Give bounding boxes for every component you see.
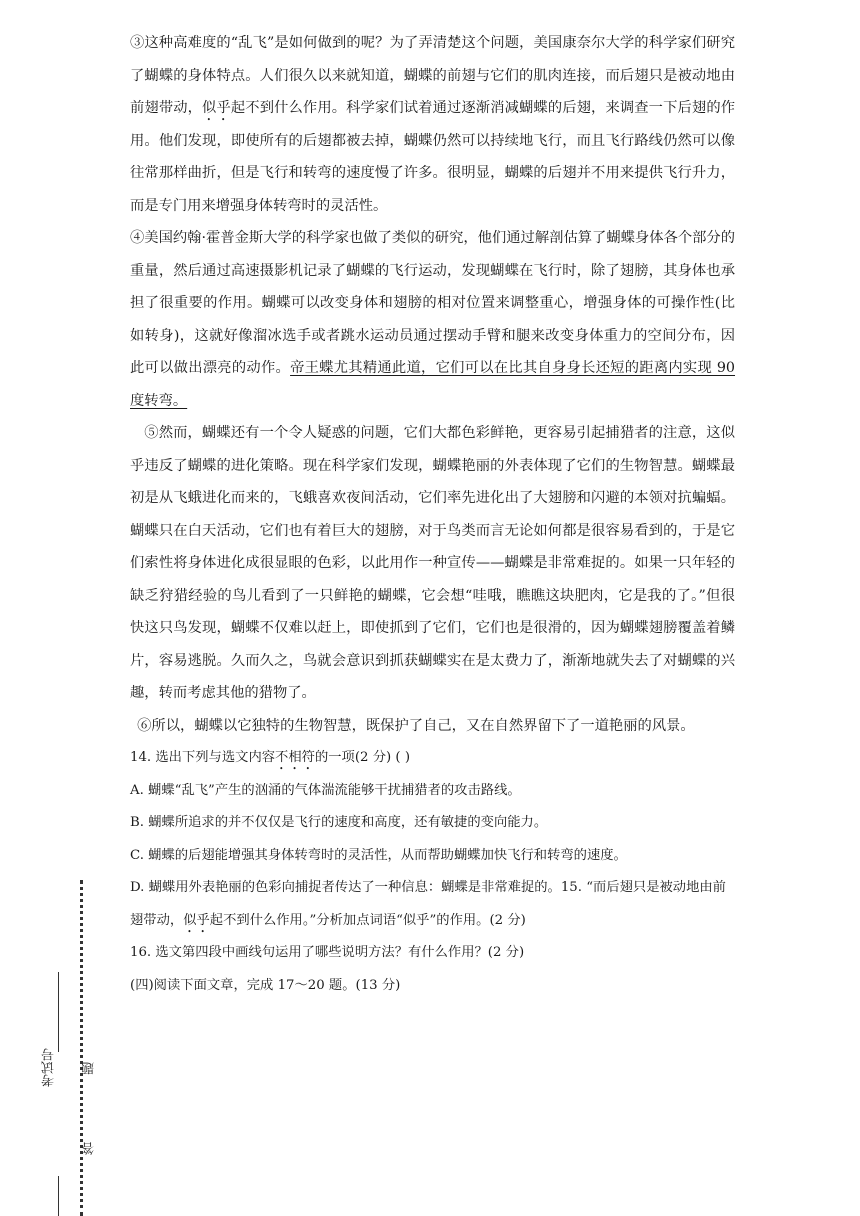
exam-no-blank-line bbox=[58, 972, 59, 1052]
option-d-text: D. 蝴蝶用外表艳丽的色彩向捕捉者传达了一种信息：蝴蝶是非常难捉的。15. “而后翅只是被动地由前翅带动， bbox=[130, 880, 726, 928]
seal-dotted-line bbox=[80, 880, 83, 1216]
binding-margin bbox=[30, 880, 110, 1216]
question-14 bbox=[130, 742, 735, 775]
seal-char-ti: 题 bbox=[82, 1062, 97, 1075]
option-c: C. 蝴蝶的后翅能增强其身体转弯时的灵活性，从而帮助蝴蝶加快飞行和转弯的速度。 bbox=[130, 847, 627, 863]
section-4-heading: (四)阅读下面文章，完成 17～20 题。(13 分) bbox=[130, 977, 401, 993]
seal-char-da: 答 bbox=[82, 1142, 97, 1155]
paragraph-3-text: ③这种高难度的“乱飞”是如何做到的呢？为了弄清楚这个问题，美国康奈尔大学的科学家们研究了蝴蝶的身体特点。人们很久以来就知道，蝴蝶的前翅与它们的肌肉连接，而后翅只是被动地由前翅带动， bbox=[130, 35, 735, 116]
question-14-text: 14. 选出下列与选文内容 bbox=[130, 750, 276, 765]
dotted-word-sihu: 似乎 bbox=[202, 100, 231, 116]
question-15-text: 起不到什么作用。”分析加点词语“似乎”的作用。(2 分) bbox=[209, 912, 526, 928]
option-a: A. 蝴蝶“乱飞”产生的汹涌的气体湍流能够干扰捕猎者的攻击路线。 bbox=[130, 782, 521, 798]
exam-no-label: 考试号 bbox=[42, 1048, 57, 1087]
paragraph-4-text: ④美国约翰·霍普金斯大学的科学家也做了类似的研究，他们通过解剖估算了蝴蝶身体各个部分的重量，然后通过高速摄影机记录了蝴蝶的飞行运动，发现蝴蝶在飞行时，除了翅膀，其身体也承担了很重要的作用。蝴蝶可以改变身体和翅膀的相对位置来调整重心，增强身体的可操作性(比如转身)，这就好像溜冰选手或者跳水运动员通过摆动手臂和腿来改变身体重力的空间分布，因此可以做出漂亮的动作。 bbox=[130, 230, 736, 376]
paragraph-5: ⑤然而，蝴蝶还有一个令人疑惑的问题，它们大都色彩鲜艳，更容易引起捕猎者的注意，这似乎违反了蝴蝶的进化策略。现在科学家们发现，蝴蝶艳丽的外表体现了它们的生物智慧。蝴蝶最初是从飞蛾进化而来的，飞蛾喜欢夜间活动，它们率先进化出了大翅膀和闪避的本领对抗蝙蝠。蝴蝶只在白天活动，它们也有着巨大的翅膀，对于鸟类而言无论如何都是很容易看到的，于是它们索性将身体进化成很显眼的色彩，以此用作一种宣传——蝴蝶是非常难捉的。如果一只年轻的缺乏狩猎经验的鸟儿看到了一只鲜艳的蝴蝶，它会想“哇哦，瞧瞧这块肥肉，它是我的了。”但很快这只鸟发现，蝴蝶不仅难以赶上，即使抓到了它们，它们也是很滑的，因为蝴蝶翅膀覆盖着鳞片，容易逃脱。久而久之，鸟就会意识到抓获蝴蝶实在是太费力了，渐渐地就失去了对蝴蝶的兴趣，转而考虑其他的猎物了。 bbox=[130, 425, 735, 701]
question-14-text-cont: 的一项(2 分) ( ) bbox=[314, 750, 411, 765]
paragraph-6: ⑥所以，蝴蝶以它独特的生物智慧，既保护了自己，又在自然界留下了一道艳丽的风景。 bbox=[137, 717, 695, 734]
paragraph-3-text-cont: 起不到什么作用。科学家们试着通过逐渐消减蝴蝶的后翅，来调查一下后翅的作用。他们发现，即使所有的后翅都被去掉，蝴蝶仍然可以持续地飞行，而且飞行路线仍然可以像往常那样曲折，但是飞行和转弯的速度慢了许多。很明显，蝴蝶的后翅并不用来提供飞行升力，而是专门用来增强身体转弯时的灵活性。 bbox=[130, 100, 736, 214]
option-d-and-question-15 bbox=[130, 872, 735, 937]
underlined-sentence: 帝王蝶尤其精通此道，它们可以在比其自身身长还短的距离内实现 90 度转弯。 bbox=[130, 360, 736, 409]
question-16: 16. 选文第四段中画线句运用了哪些说明方法？有什么作用？(2 分) bbox=[130, 945, 525, 960]
blank-line-lower bbox=[58, 1176, 59, 1216]
paragraph-4 bbox=[130, 222, 735, 417]
dotted-word-sihu-q15: 似乎 bbox=[183, 912, 210, 928]
dotted-word-buxiangfu: 不相符 bbox=[275, 750, 315, 765]
page-content bbox=[130, 27, 735, 1002]
paragraph-3 bbox=[130, 27, 735, 222]
option-b: B. 蝴蝶所追求的并不仅仅是飞行的速度和高度，还有敏捷的变向能力。 bbox=[130, 815, 548, 830]
